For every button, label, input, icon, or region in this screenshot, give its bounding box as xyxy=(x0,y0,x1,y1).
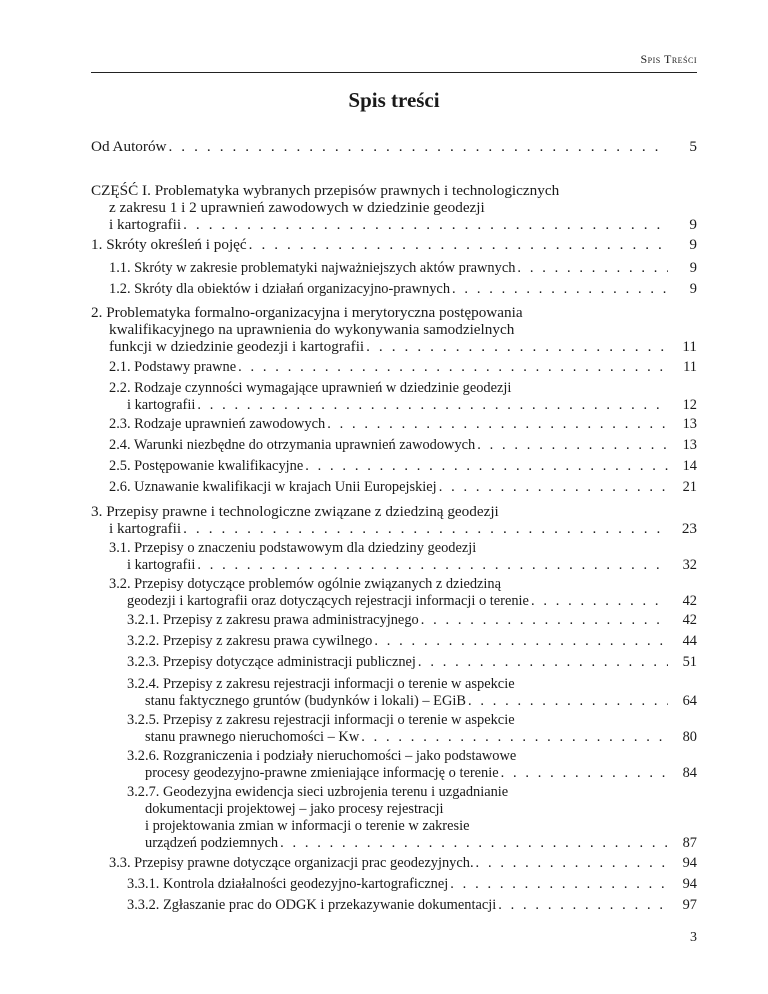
toc-entry[interactable] xyxy=(109,359,697,376)
toc-page-number: 11 xyxy=(682,338,697,355)
toc-page-number: 23 xyxy=(681,520,697,537)
toc-entry-text: 3. Przepisy prawne i technologiczne związane z dziedziną geodezji xyxy=(91,503,499,520)
toc-page-number: 32 xyxy=(682,557,697,573)
toc-entry-text: 2. Problematyka formalno-organizacyjna i merytoryczna postępowania xyxy=(91,304,523,321)
toc-page-number: 5 xyxy=(689,138,697,155)
dot-leader xyxy=(517,260,668,277)
toc-page-number: 14 xyxy=(682,458,697,474)
toc-entry[interactable] xyxy=(109,281,697,298)
dot-leader xyxy=(477,437,668,454)
dot-leader xyxy=(305,458,668,475)
toc-entry[interactable] xyxy=(91,304,697,355)
toc-entry[interactable] xyxy=(127,748,697,782)
toc-entry-text: funkcji w dziedzinie geodezji i kartografii xyxy=(109,338,365,355)
toc-entry-text: 3.2.4. Przepisy z zakresu rejestracji informacji o terenie w aspekcie xyxy=(127,676,515,692)
toc-page-number: 21 xyxy=(682,479,697,495)
toc-entry-text: 1. Skróty określeń i pojęć xyxy=(91,236,247,253)
page-number: 3 xyxy=(690,930,697,945)
dot-leader xyxy=(183,520,668,537)
toc-page-number: 13 xyxy=(682,437,697,453)
toc-page-number: 9 xyxy=(689,281,697,297)
table-of-contents xyxy=(91,0,697,994)
dot-leader xyxy=(238,359,668,376)
toc-entry[interactable] xyxy=(91,236,697,253)
toc-entry-text: i kartografii xyxy=(109,216,182,233)
dot-leader xyxy=(421,612,668,629)
toc-page-number: 9 xyxy=(689,236,697,253)
toc-page-number: 9 xyxy=(689,260,697,276)
dot-leader xyxy=(452,281,668,298)
toc-page-number: 12 xyxy=(682,397,697,413)
toc-entry-text: procesy geodezyjno-prawne zmieniające informację o terenie xyxy=(145,765,499,781)
dot-leader xyxy=(361,729,668,746)
toc-entry[interactable] xyxy=(109,437,697,454)
toc-entry[interactable] xyxy=(109,260,697,277)
toc-entry[interactable] xyxy=(109,380,697,414)
toc-page-number: 87 xyxy=(682,835,697,851)
toc-entry-text: i kartografii xyxy=(127,557,196,573)
toc-entry[interactable] xyxy=(127,612,697,629)
toc-page-number: 44 xyxy=(682,633,697,649)
dot-leader xyxy=(531,593,668,610)
toc-entry-text: 3.2.1. Przepisy z zakresu prawa administracyjnego xyxy=(127,612,419,628)
toc-entry[interactable] xyxy=(109,479,697,496)
toc-entry-text: 3.3.1. Kontrola działalności geodezyjno-kartograficznej xyxy=(127,876,449,892)
page-title: Spis treści xyxy=(348,88,440,112)
toc-entry-text: urządzeń podziemnych xyxy=(145,835,279,851)
toc-entry-text: stanu faktycznego gruntów (budynków i lokali) – EGiB xyxy=(145,693,466,709)
toc-page-number: 64 xyxy=(682,693,697,709)
toc-entry-text: geodezji i kartografii oraz dotyczących rejestracji informacji o terenie xyxy=(127,593,529,609)
dot-leader xyxy=(169,138,668,155)
dot-leader xyxy=(498,897,668,914)
dot-leader xyxy=(450,876,668,893)
toc-entry[interactable] xyxy=(127,897,697,914)
dot-leader xyxy=(366,338,668,355)
toc-entry-text: stanu prawnego nieruchomości – Kw xyxy=(145,729,360,745)
toc-entry[interactable] xyxy=(91,138,697,155)
dot-leader xyxy=(197,397,668,414)
toc-entry-text: 3.2.5. Przepisy z zakresu rejestracji informacji o terenie w aspekcie xyxy=(127,712,515,728)
toc-entry-text: dokumentacji projektowej – jako procesy rejestracji xyxy=(145,801,444,817)
toc-entry-text: 1.1. Skróty w zakresie problematyki najważniejszych aktów prawnych xyxy=(109,260,516,276)
toc-entry[interactable] xyxy=(127,784,697,852)
toc-entry[interactable] xyxy=(91,182,697,233)
toc-page-number: 80 xyxy=(682,729,697,745)
dot-leader xyxy=(501,765,668,782)
dot-leader xyxy=(327,416,668,433)
toc-entry[interactable] xyxy=(109,576,697,610)
dot-leader xyxy=(249,236,668,253)
toc-entry-text: 3.2.2. Przepisy z zakresu prawa cywilnego xyxy=(127,633,373,649)
toc-entry-text: 2.6. Uznawanie kwalifikacji w krajach Unii Europejskiej xyxy=(109,479,437,495)
toc-entry-text: 3.3.2. Zgłaszanie prac do ODGK i przekazywanie dokumentacji xyxy=(127,897,497,913)
toc-entry-text: 2.5. Postępowanie kwalifikacyjne xyxy=(109,458,304,474)
running-header: Spis Treści xyxy=(640,52,697,66)
toc-page-number: 94 xyxy=(682,855,697,871)
toc-page-number: 13 xyxy=(682,416,697,432)
toc-entry-text: Od Autorów xyxy=(91,138,167,155)
toc-page-number: 51 xyxy=(682,654,697,670)
toc-entry[interactable] xyxy=(109,540,697,574)
toc-entry-text: i kartografii xyxy=(127,397,196,413)
toc-entry-text: CZĘŚĆ I. Problematyka wybranych przepisów prawnych i technologicznych xyxy=(91,182,560,199)
dot-leader xyxy=(418,654,668,671)
toc-entry-text: 2.3. Rodzaje uprawnień zawodowych xyxy=(109,416,326,432)
toc-page-number: 11 xyxy=(683,359,697,375)
dot-leader xyxy=(374,633,668,650)
toc-entry-text: 3.1. Przepisy o znaczeniu podstawowym dla dziedziny geodezji xyxy=(109,540,477,556)
dot-leader xyxy=(468,693,668,710)
dot-leader xyxy=(183,216,668,233)
toc-entry-text: 3.2. Przepisy dotyczące problemów ogólnie związanych z dziedziną xyxy=(109,576,501,592)
toc-entry-text: z zakresu 1 i 2 uprawnień zawodowych w dziedzinie geodezji xyxy=(109,199,485,216)
dot-leader xyxy=(476,855,668,872)
toc-entry-text: kwalifikacyjnego na uprawnienia do wykonywania samodzielnych xyxy=(109,321,515,338)
toc-entry-text: i projektowania zmian w informacji o terenie w zakresie xyxy=(145,818,470,834)
toc-entry[interactable] xyxy=(127,633,697,650)
toc-entry[interactable] xyxy=(127,676,697,710)
dot-leader xyxy=(280,835,668,852)
toc-page-number: 9 xyxy=(689,216,697,233)
toc-page-number: 42 xyxy=(682,612,697,628)
toc-page-number: 84 xyxy=(682,765,697,781)
toc-page-number: 97 xyxy=(682,897,697,913)
toc-entry-text: 2.4. Warunki niezbędne do otrzymania uprawnień zawodowych xyxy=(109,437,476,453)
toc-entry-text: 3.2.7. Geodezyjna ewidencja sieci uzbrojenia terenu i uzgadnianie xyxy=(127,784,509,800)
toc-entry-text: 2.2. Rodzaje czynności wymagające uprawnień w dziedzinie geodezji xyxy=(109,380,512,396)
toc-entry[interactable] xyxy=(127,876,697,893)
toc-entry-text: 3.2.6. Rozgraniczenia i podziały nieruchomości – jako podstawowe xyxy=(127,748,517,764)
toc-entry-text: i kartografii xyxy=(109,520,182,537)
toc-entry[interactable] xyxy=(109,855,697,872)
toc-entry[interactable] xyxy=(91,503,697,537)
toc-entry-text: 3.3. Przepisy prawne dotyczące organizacji prac geodezyjnych. xyxy=(109,855,474,871)
toc-entry-text: 2.1. Podstawy prawne xyxy=(109,359,237,375)
dot-leader xyxy=(197,557,668,574)
toc-page-number: 94 xyxy=(682,876,697,892)
toc-entry[interactable] xyxy=(127,654,697,671)
toc-entry[interactable] xyxy=(127,712,697,746)
toc-entry-text: 1.2. Skróty dla obiektów i działań organizacyjno-prawnych xyxy=(109,281,451,297)
toc-entry[interactable] xyxy=(109,416,697,433)
dot-leader xyxy=(439,479,668,496)
toc-entry-text: 3.2.3. Przepisy dotyczące administracji publicznej xyxy=(127,654,416,670)
toc-page-number: 42 xyxy=(682,593,697,609)
toc-entry[interactable] xyxy=(109,458,697,475)
